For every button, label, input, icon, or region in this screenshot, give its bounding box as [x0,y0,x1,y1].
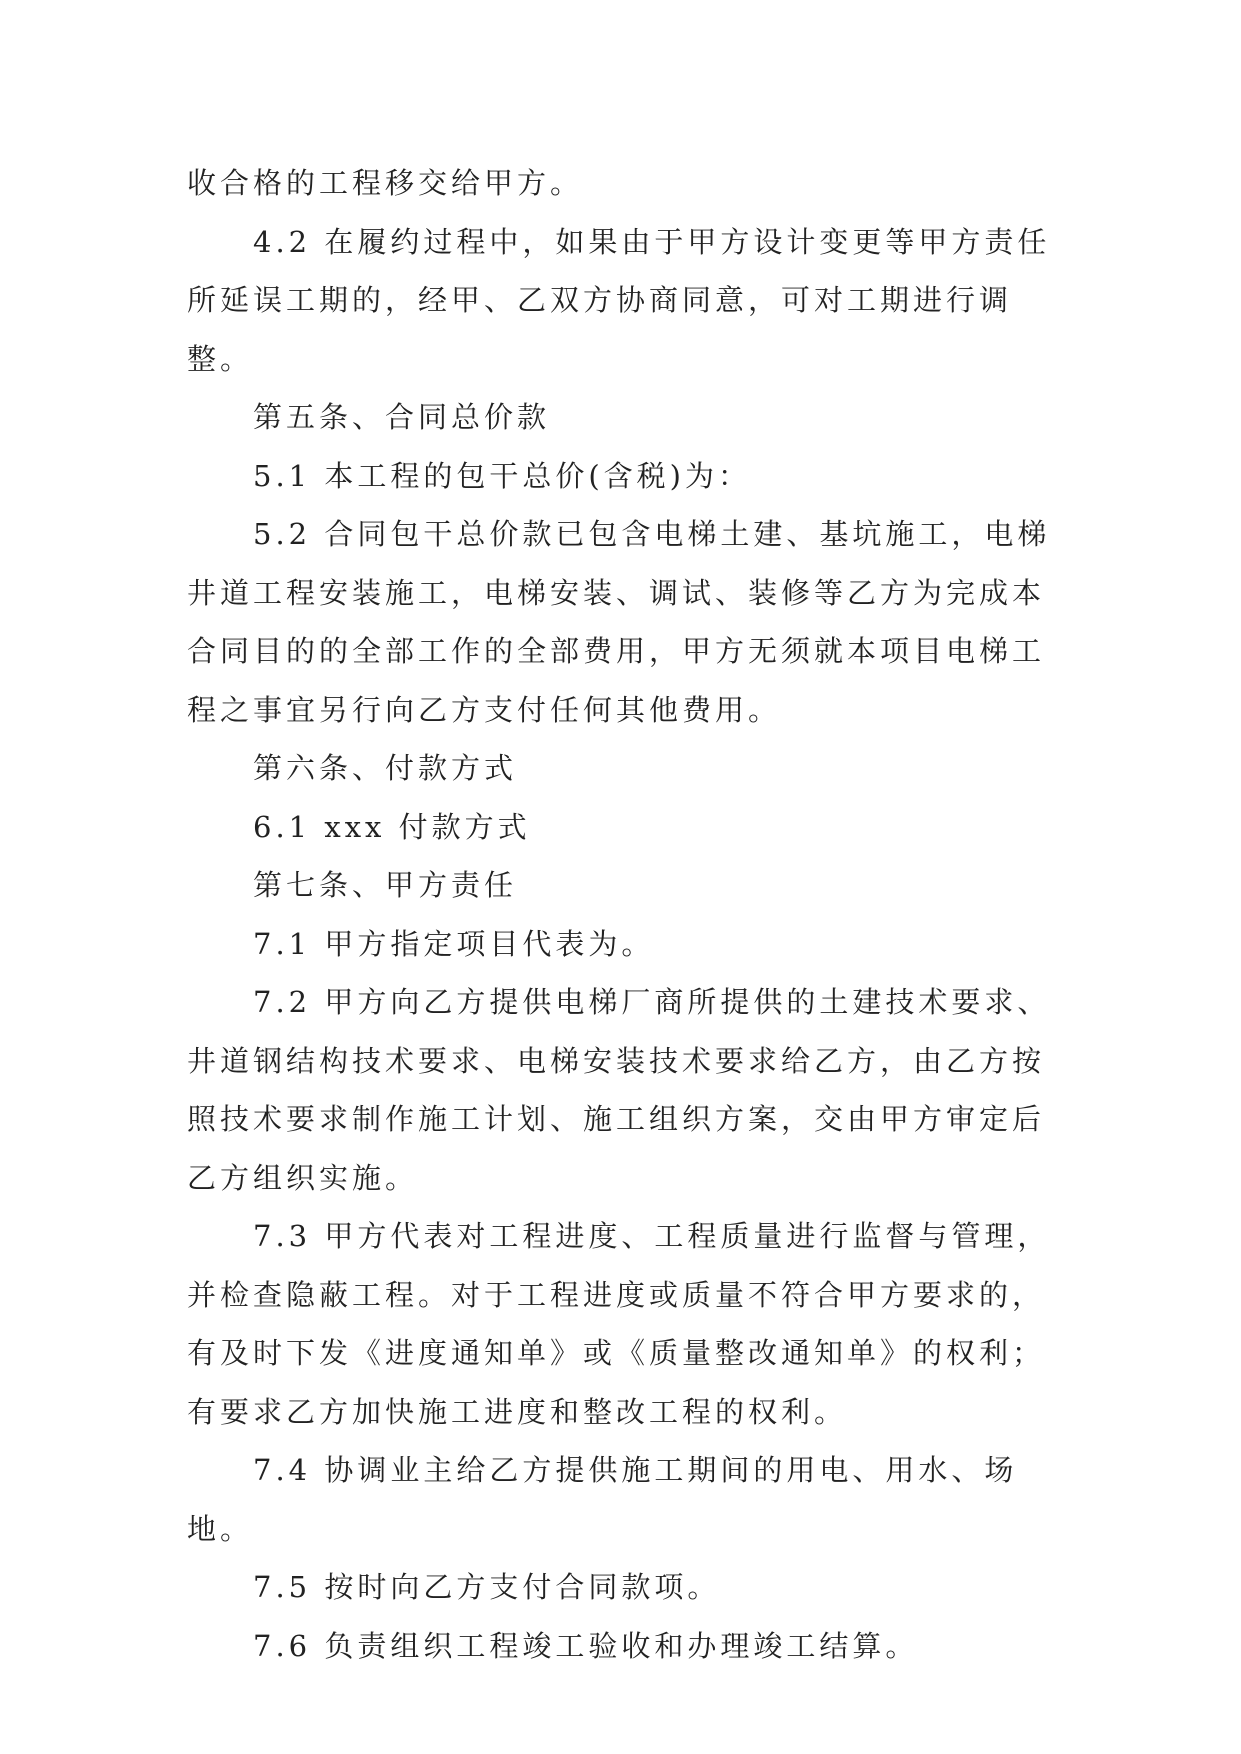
paragraph-7-2: 7.2 甲方向乙方提供电梯厂商所提供的土建技术要求、井道钢结构技术要求、电梯安装技术要求给乙方，由乙方按照技术要求制作施工计划、施工组织方案，交由甲方审定后乙方组织实施。 [187,985,1051,1195]
paragraph-7-6: 7.6 负责组织工程竣工验收和办理竣工结算。 [253,1628,919,1663]
paragraph-4-2: 4.2 在履约过程中，如果由于甲方设计变更等甲方责任所延误工期的，经甲、乙双方协商同意，可对工期进行调整。 [187,224,1051,376]
heading-article-5: 第五条、合同总价款 [253,400,551,434]
paragraph-5-1: 5.1 本工程的包干总价(含税)为： [253,458,751,493]
heading-article-7: 第七条、甲方责任 [253,868,518,902]
paragraph-5-2: 5.2 合同包干总价款已包含电梯土建、基坑施工，电梯井道工程安装施工，电梯安装、调试、装修等乙方为完成本合同目的的全部工作的全部费用，甲方无须就本项目电梯工程之事宜另行向乙方支付任何其他费用。 [187,517,1051,727]
document-body [187,154,1077,1675]
paragraph-7-5: 7.5 按时向乙方支付合同款项。 [253,1570,721,1604]
paragraph-continuation: 收合格的工程移交给甲方。 [187,166,584,200]
paragraph-7-4: 7.4 协调业主给乙方提供施工期间的用电、用水、场地。 [187,1453,1018,1546]
paragraph-7-1: 7.1 甲方指定项目代表为。 [253,926,655,961]
paragraph-6-1: 6.1 xxx 付款方式 [253,809,531,844]
heading-article-6: 第六条、付款方式 [253,751,518,785]
paragraph-7-3: 7.3 甲方代表对工程进度、工程质量进行监督与管理，并检查隐蔽工程。对于工程进度或质量不符合甲方要求的，有及时下发《进度通知单》或《质量整改通知单》的权利；有要求乙方加快施工进度和整改工程的权利。 [187,1219,1051,1429]
